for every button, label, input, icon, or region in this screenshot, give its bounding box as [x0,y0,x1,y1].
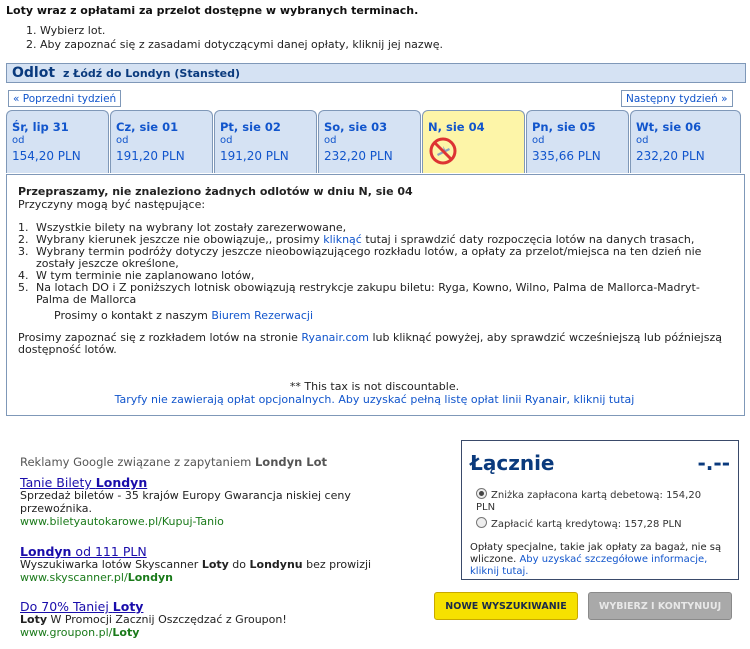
step-item: 1. Wybierz lot. [26,24,106,37]
flight-direction-bar [6,63,746,83]
new-search-button[interactable]: NOWE WYSZUKIWANIE [434,592,578,620]
direction-label: Odlot [12,65,56,81]
radio-icon[interactable] [476,517,487,528]
day-tab-thu-aug-01[interactable] [110,110,213,173]
no-flights-title: Przepraszamy, nie znaleziono żadnych odlotów w dniu N, sie 04 [18,185,413,198]
extra-fees-note: Opłaty specjalne, takie jak opłaty za bagaż, nie są wliczone. Aby uzyskać szczegółowe informacje, kliknij tutaj. [470,542,722,577]
route-label: z Łódź do Londyn (Stansted) [63,66,240,80]
day-price: 191,20 PLN [116,149,185,163]
tax-note: ** This tax is not discountable. [289,380,460,393]
day-tabs [6,110,745,174]
no-flight-icon [429,137,457,165]
total-box [461,440,739,580]
day-name: N, sie 04 [428,120,485,134]
step-item: 2. Aby zapoznać się z zasadami dotyczącymi danej opłaty, kliknij jej nazwę. [26,38,443,51]
ad-url[interactable]: www.biletyautokarowe.pl/Kupuj-Tanio [20,515,224,528]
ad-url[interactable]: www.groupon.pl/Loty [20,626,140,639]
fees-link[interactable]: Taryfy nie zawierają opłat opcjonalnych. Aby uzyskać pełną listę opłat linii Ryanair, kliknij tutaj [114,393,635,406]
ad-headline-link[interactable]: Tanie Bilety Londyn [20,475,148,490]
day-name: Wt, sie 06 [636,120,702,134]
ad-headline-link[interactable]: Do 70% Taniej Loty [20,599,144,614]
next-week-button[interactable]: Następny tydzień » [621,90,733,107]
reasons-intro: Przyczyny mogą być następujące: [18,198,206,211]
day-name: So, sie 03 [324,120,388,134]
select-continue-button[interactable]: WYBIERZ I KONTYNUUJ [588,592,732,620]
ad-description: Sprzedaż biletów - 35 krajów Europy Gwarancja niskiej ceny przewoźnika. [20,489,351,515]
day-tab-sun-aug-04[interactable] [422,110,525,173]
ad-item [20,545,400,584]
from-label: od [636,135,649,146]
reason-item: 2. Wybrany kierunek jeszcze nie obowiązuje,, prosimy kliknąć tutaj i sprawdzić daty rozpoczęcia lotów na danych trasach, [18,233,695,246]
page-title: Loty wraz z opłatami za przelot dostępne w wybranych terminach. [6,4,419,17]
route-start-link[interactable]: kliknąć [323,233,362,246]
ad-headline-link[interactable]: Londyn od 111 PLN [20,544,147,559]
day-tab-tue-aug-06[interactable] [630,110,741,173]
from-label: od [220,135,233,146]
from-label: od [12,135,25,146]
ad-description: Loty W Promocji Zacznij Oszczędzać z Groupon! [20,613,287,626]
reasons-list [18,222,728,306]
day-tab-mon-aug-05[interactable] [526,110,629,173]
reason-item: 4. W tym terminie nie zaplanowano lotów, [18,269,255,282]
booking-office-link[interactable]: Biurem Rezerwacji [211,309,314,322]
ad-description: Wyszukiwarka lotów Skyscanner Loty do Londynu bez prowizji [20,558,372,571]
credit-card-option[interactable]: Zapłacić kartą kredytową: 157,28 PLN [476,517,682,531]
day-name: Pn, sie 05 [532,120,596,134]
total-amount: -.-- [697,451,730,475]
ad-item [20,476,400,528]
reason-item: 1. Wszystkie bilety na wybrany lot zostały zarezerwowane, [18,221,347,234]
day-tab-fri-aug-02[interactable] [214,110,317,173]
schedule-note: Prosimy zapoznać się z rozkładem lotów na stronie Ryanair.com lub kliknąć powyżej, aby sprawdzić wcześniejszą lub późniejszą dostępność lotów. [18,331,722,356]
day-price: 335,66 PLN [532,149,601,163]
day-tab-sat-aug-03[interactable] [318,110,421,173]
ad-item [20,600,400,639]
reason-item: 5. Na lotach DO i Z poniższych lotnisk obowiązują restrykcje zakupu biletu: Ryga, Kowno, Wilno, Palma de Mallorca-Madryt-Palma de Mallorca [18,281,700,306]
contact-line: Prosimy o kontakt z naszym Biurem Rezerwacji [54,309,314,322]
reason-item: 3. Wybrany termin podróży dotyczy jeszcze nieobowiązującego rozkładu lotów, a opłaty za przelot/miejsca na ten dzień nie zostały jeszcze określone, [18,245,702,270]
from-label: od [324,135,337,146]
total-label: Łącznie [470,451,555,475]
ad-url[interactable]: www.skyscanner.pl/Londyn [20,571,173,584]
from-label: od [532,135,545,146]
fees-details-link[interactable]: Aby uzyskać szczegółowe informacje, kliknij tutaj. [470,554,708,577]
day-name: Pt, sie 02 [220,120,281,134]
debit-card-option[interactable]: Zniżka zapłacona kartą debetową: 154,20 PLN [476,490,702,513]
day-name: Śr, lip 31 [12,120,69,134]
from-label: od [116,135,129,146]
day-price: 232,20 PLN [324,149,393,163]
ryanair-link[interactable]: Ryanair.com [301,331,369,344]
day-price: 154,20 PLN [12,149,81,163]
prev-week-button[interactable]: « Poprzedni tydzień [8,90,121,107]
day-price: 191,20 PLN [220,149,289,163]
radio-selected-icon[interactable] [476,488,487,499]
day-name: Cz, sie 01 [116,120,179,134]
ads-title: Reklamy Google związane z zapytaniem Londyn Lot [20,455,328,469]
day-tab-wed-jul-31[interactable] [6,110,109,173]
steps-list [26,24,443,52]
day-price: 232,20 PLN [636,149,705,163]
